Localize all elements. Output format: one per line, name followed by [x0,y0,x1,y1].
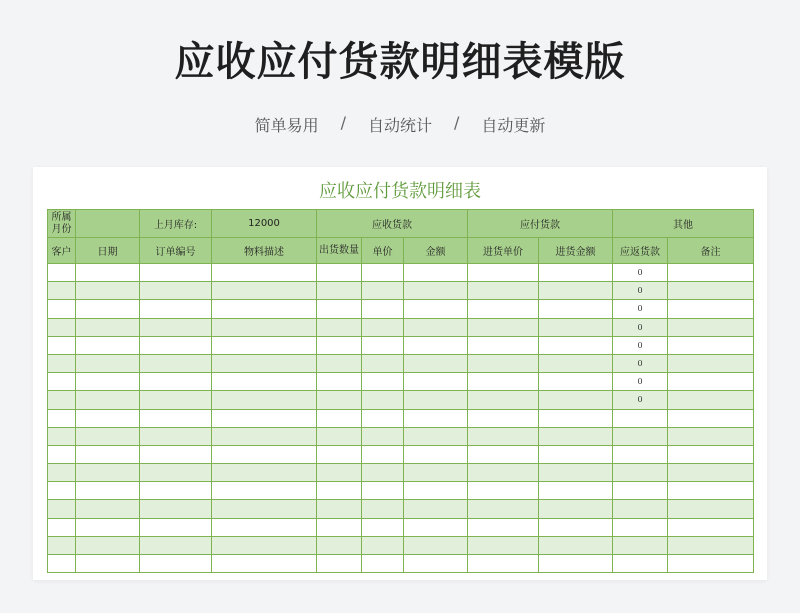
table-cell[interactable] [140,500,212,518]
table-cell[interactable] [362,282,404,300]
table-cell[interactable] [539,482,613,500]
table-cell[interactable] [613,500,668,518]
table-cell[interactable] [76,336,140,354]
table-cell[interactable] [404,482,468,500]
column-header: 进货单价 [468,238,539,264]
table-cell[interactable] [317,555,362,573]
feature-auto-stats: 自动统计 [367,116,432,135]
feature-easy: 简单易用 [254,116,319,135]
table-cell[interactable] [404,391,468,409]
table-cell[interactable] [539,300,613,318]
table-cell[interactable] [48,555,76,573]
table-cell[interactable] [362,500,404,518]
table-cell[interactable] [668,264,754,282]
table-cell[interactable] [362,445,404,463]
table-cell[interactable] [613,555,668,573]
table-cell[interactable] [404,300,468,318]
table-cell[interactable] [362,354,404,372]
table-row [48,427,754,445]
table-cell[interactable] [468,536,539,554]
table-cell[interactable] [140,464,212,482]
table-cell[interactable] [539,264,613,282]
table-cell[interactable] [212,464,317,482]
table-cell[interactable] [404,464,468,482]
table-cell[interactable] [468,354,539,372]
table-row [48,318,754,336]
table-cell[interactable] [140,354,212,372]
column-header: 单价 [362,238,404,264]
table-cell[interactable] [48,354,76,372]
table-cell[interactable]: 0 [613,354,668,372]
receivable-group-header: 应收货款 [317,210,468,238]
table-row [48,464,754,482]
table-row [48,336,754,354]
column-header: 物料描述 [212,238,317,264]
table-cell[interactable] [317,500,362,518]
table-cell[interactable] [468,373,539,391]
table-cell[interactable] [76,318,140,336]
table-cell[interactable] [539,500,613,518]
table-cell[interactable] [668,427,754,445]
table-cell[interactable] [140,427,212,445]
table-cell[interactable]: 0 [613,282,668,300]
table-cell[interactable] [468,555,539,573]
table-row [48,354,754,372]
table-cell[interactable] [317,336,362,354]
table-cell[interactable] [212,555,317,573]
table-cell[interactable] [362,555,404,573]
table-cell[interactable] [212,427,317,445]
table-cell[interactable] [539,282,613,300]
table-cell[interactable] [613,518,668,536]
table-cell[interactable] [362,409,404,427]
table-row [48,500,754,518]
table-cell[interactable]: 0 [613,264,668,282]
column-header: 日期 [76,238,140,264]
table-cell[interactable] [48,427,76,445]
table-cell[interactable] [317,427,362,445]
table-cell[interactable] [362,536,404,554]
table-cell[interactable] [48,445,76,463]
table-cell[interactable] [468,391,539,409]
table-cell[interactable] [362,391,404,409]
column-header: 订单编号 [140,238,212,264]
table-cell[interactable] [76,427,140,445]
table-cell[interactable] [404,427,468,445]
table-cell[interactable] [668,409,754,427]
table-cell[interactable] [212,536,317,554]
table-cell[interactable] [140,391,212,409]
table-cell[interactable] [48,536,76,554]
table-cell[interactable] [76,518,140,536]
table-cell[interactable] [76,264,140,282]
table-cell[interactable] [539,354,613,372]
table-cell[interactable] [539,518,613,536]
table-cell[interactable] [668,464,754,482]
table-cell[interactable] [362,318,404,336]
table-row [48,264,754,282]
table-cell[interactable] [212,354,317,372]
table-cell[interactable] [613,536,668,554]
table-cell[interactable] [212,391,317,409]
month-value-cell[interactable] [76,210,140,238]
table-cell[interactable] [468,518,539,536]
table-cell[interactable]: 0 [613,318,668,336]
table-cell[interactable] [404,555,468,573]
table-cell[interactable] [362,264,404,282]
table-cell[interactable]: 0 [613,300,668,318]
spreadsheet-card [33,167,767,580]
table-row [48,518,754,536]
table-cell[interactable] [48,264,76,282]
table-cell[interactable] [468,464,539,482]
table-cell[interactable] [76,536,140,554]
table-cell[interactable] [539,536,613,554]
table-cell[interactable] [468,445,539,463]
table-cell[interactable] [76,500,140,518]
table-cell[interactable] [539,391,613,409]
table-cell[interactable] [317,464,362,482]
table-cell[interactable] [468,409,539,427]
table-cell[interactable] [539,464,613,482]
table-cell[interactable] [362,482,404,500]
table-cell[interactable] [76,482,140,500]
table-cell[interactable] [468,300,539,318]
table-cell[interactable] [48,518,76,536]
table-cell[interactable] [317,391,362,409]
table-cell[interactable] [668,536,754,554]
table-body [48,264,754,573]
column-header: 金额 [404,238,468,264]
table-cell[interactable] [668,518,754,536]
table-cell[interactable] [140,318,212,336]
table-cell[interactable] [668,445,754,463]
table-cell[interactable] [140,264,212,282]
table-cell[interactable] [404,445,468,463]
table-cell[interactable] [317,354,362,372]
table-cell[interactable] [212,482,317,500]
table-cell[interactable] [212,500,317,518]
table-cell[interactable] [539,555,613,573]
table-cell[interactable] [76,354,140,372]
other-group-header: 其他 [613,210,754,238]
table-cell[interactable] [140,555,212,573]
table-cell[interactable] [362,336,404,354]
table-cell[interactable] [317,536,362,554]
table-cell[interactable] [668,336,754,354]
table-cell[interactable] [48,373,76,391]
month-label-cell: 所属月份 [48,210,76,238]
ledger-table [47,209,754,573]
table-cell[interactable] [668,373,754,391]
table-cell[interactable] [539,427,613,445]
table-cell[interactable] [212,445,317,463]
column-header-row [48,238,754,264]
table-cell[interactable] [48,409,76,427]
table-cell[interactable] [468,500,539,518]
column-header: 客户 [48,238,76,264]
table-cell[interactable] [404,518,468,536]
table-cell[interactable] [140,282,212,300]
table-cell[interactable] [212,264,317,282]
table-cell[interactable]: 0 [613,373,668,391]
table-cell[interactable] [468,427,539,445]
feature-tagline [0,113,800,136]
table-cell[interactable] [404,282,468,300]
table-cell[interactable] [362,464,404,482]
table-row [48,536,754,554]
table-cell[interactable] [404,264,468,282]
table-cell[interactable] [317,373,362,391]
table-cell[interactable] [404,536,468,554]
stock-label-cell: 上月库存: [140,210,212,238]
table-cell[interactable] [668,391,754,409]
table-cell[interactable] [48,336,76,354]
table-cell[interactable] [404,500,468,518]
table-cell[interactable] [539,445,613,463]
table-cell[interactable] [48,391,76,409]
table-cell[interactable] [613,409,668,427]
table-cell[interactable] [404,409,468,427]
table-cell[interactable] [613,464,668,482]
table-cell[interactable] [362,300,404,318]
table-cell[interactable]: 0 [613,336,668,354]
table-row [48,482,754,500]
table-row [48,555,754,573]
column-header: 备注 [668,238,754,264]
table-cell[interactable] [468,336,539,354]
column-header: 出货数量 [317,238,362,264]
table-cell[interactable] [668,500,754,518]
table-cell[interactable] [76,391,140,409]
stock-value-cell[interactable]: 12000 [212,210,317,238]
table-cell[interactable] [140,536,212,554]
table-cell[interactable] [539,373,613,391]
table-cell[interactable] [212,409,317,427]
table-cell[interactable] [404,373,468,391]
table-cell[interactable] [468,482,539,500]
table-cell[interactable] [212,318,317,336]
column-header: 应返货款 [613,238,668,264]
table-cell[interactable] [362,518,404,536]
table-cell[interactable] [212,282,317,300]
table-cell[interactable] [317,409,362,427]
table-cell[interactable] [76,282,140,300]
table-cell[interactable] [404,318,468,336]
column-header: 进货金额 [539,238,613,264]
table-cell[interactable] [76,300,140,318]
table-cell[interactable] [48,500,76,518]
payable-group-header: 应付货款 [468,210,613,238]
table-cell[interactable] [140,445,212,463]
table-cell[interactable] [317,282,362,300]
table-cell[interactable] [668,318,754,336]
table-row [48,409,754,427]
table-cell[interactable] [76,555,140,573]
table-cell[interactable] [317,318,362,336]
table-cell[interactable] [317,518,362,536]
table-cell[interactable] [668,282,754,300]
table-row [48,282,754,300]
table-cell[interactable] [362,373,404,391]
table-cell[interactable] [48,300,76,318]
feature-auto-update: 自动更新 [481,116,546,135]
separator: / [340,113,346,132]
table-cell[interactable] [140,482,212,500]
table-cell[interactable] [76,409,140,427]
table-cell[interactable] [317,445,362,463]
table-cell[interactable] [668,555,754,573]
table-cell[interactable] [48,282,76,300]
sheet-title: 应收应付货款明细表 [319,181,481,202]
table-cell[interactable] [317,482,362,500]
table-cell[interactable] [362,427,404,445]
table-row [48,300,754,318]
table-cell[interactable] [140,300,212,318]
table-cell[interactable] [76,445,140,463]
table-cell[interactable] [48,464,76,482]
table-cell[interactable] [140,336,212,354]
table-cell[interactable] [404,354,468,372]
table-cell[interactable] [468,318,539,336]
table-cell[interactable] [76,373,140,391]
table-cell[interactable] [468,264,539,282]
table-cell[interactable] [613,445,668,463]
table-cell[interactable] [212,300,317,318]
table-cell[interactable] [404,336,468,354]
table-cell[interactable] [613,482,668,500]
table-cell[interactable] [48,318,76,336]
table-cell[interactable] [668,300,754,318]
table-cell[interactable] [76,464,140,482]
table-cell[interactable] [48,482,76,500]
table-cell[interactable] [668,482,754,500]
table-row [48,445,754,463]
separator: / [454,113,460,132]
table-cell[interactable] [212,373,317,391]
page-title: 应收应付货款明细表模版 [174,39,626,85]
table-cell[interactable] [539,318,613,336]
table-cell[interactable] [668,354,754,372]
table-cell[interactable] [212,336,317,354]
header-row-1 [48,210,754,238]
table-cell[interactable] [539,336,613,354]
table-cell[interactable] [613,427,668,445]
table-cell[interactable] [140,518,212,536]
table-row [48,373,754,391]
table-cell[interactable] [539,409,613,427]
table-cell[interactable] [140,409,212,427]
table-cell[interactable] [468,282,539,300]
table-cell[interactable] [317,264,362,282]
table-cell[interactable]: 0 [613,391,668,409]
table-cell[interactable] [140,373,212,391]
table-row [48,391,754,409]
table-cell[interactable] [212,518,317,536]
table-cell[interactable] [317,300,362,318]
